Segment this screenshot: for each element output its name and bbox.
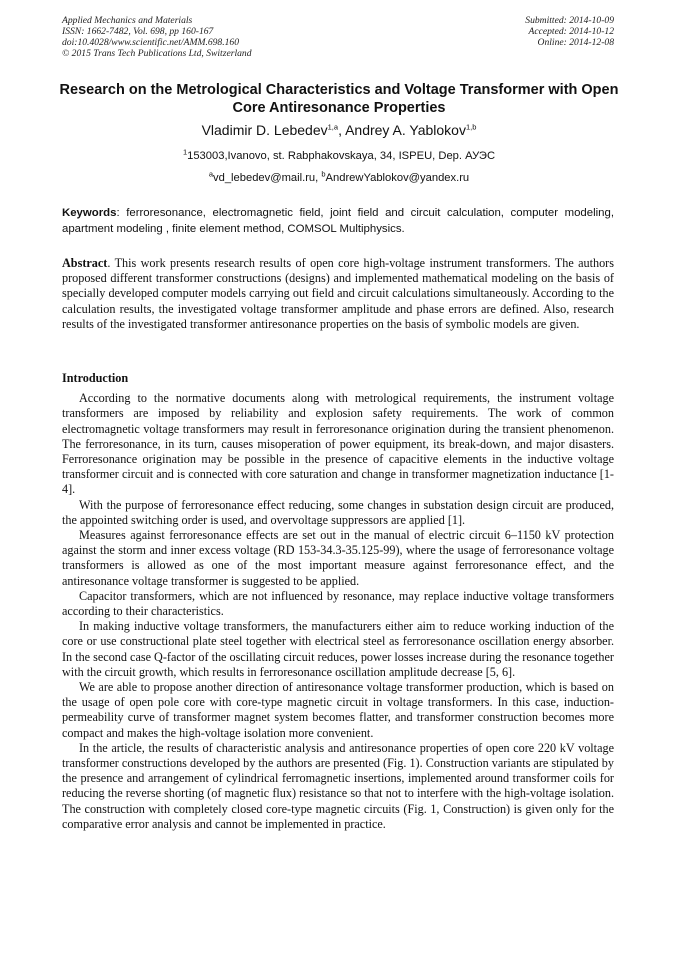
email-separator: ,: [315, 172, 322, 184]
email-superscript: b: [321, 169, 326, 179]
online-date: Online: 2014-12-08: [537, 37, 614, 48]
author-line: [0, 121, 678, 139]
issn-line: ISSN: 1662-7482, Vol. 698, pp 160-167: [62, 26, 214, 37]
abstract-text: . This work presents research results of open core high-voltage instrument transformers. The authors proposed different transformer constructions (designs) and implemented mathematical modeling on the basis of specially developed computer models carrying out field and circuit calculations simultaneously. According to the calculation results, the investigated voltage transformer amplitude and phase errors are defined. Also, research results of the investigated transformer antiresonance properties on the basis of symbolic models are given.: [62, 256, 614, 331]
accepted-date: Accepted: 2014-10-12: [528, 26, 614, 37]
affiliation-text: 153003,Ivanovo, st. Rabphakovskaya, 34, ISPEU, Dep. АУЭС: [187, 150, 496, 162]
author-separator: ,: [338, 122, 346, 138]
publication-dates: [525, 15, 614, 48]
body-paragraph: In the article, the results of characteristic analysis and antiresonance properties of open core 220 kV voltage transformer constructions developed by the authors are presented (Fig. 1). Construction variants are stipulated by the presence and arrangement of cylindrical ferromagnetic insertions, implemented around transformer coils for reducing the reverse shorting (of magnetic flux) resistance so that not to interfere with the high-voltage isolation. The construction with completely closed core-type magnetic circuits (Fig. 1, Construction) is given only for the comparative error analysis and cannot be implemented in practice.: [62, 740, 614, 831]
author-emails: [0, 171, 678, 185]
keywords-block: [62, 205, 614, 237]
email-link[interactable]: AndrewYablokov@yandex.ru: [325, 172, 470, 184]
author-superscript: 1,b: [465, 122, 477, 132]
author-superscript: 1,a: [327, 122, 339, 132]
author-name: Andrey A. Yablokov: [345, 122, 466, 138]
email-link[interactable]: vd_lebedev@mail.ru: [213, 172, 316, 184]
body-paragraph: According to the normative documents along with metrological requirements, the instrument voltage transformers are imposed by reliability and explosion safety requirements. The work of common electromagnetic voltage transformers may result in ferroresonance origination during the transient phenomenon. The ferroresonance, in its turn, causes misoperation of power equipment, its break-down, and major disasters. Ferroresonance origination may be possible in the presence of capacitive elements in the inductive voltage transformer circuit and is connected with core saturation and change in transformer magnetization inductance [1-4].: [62, 391, 614, 497]
author-name: Vladimir D. Lebedev: [201, 122, 328, 138]
body-paragraph: With the purpose of ferroresonance effect reducing, some changes in substation design circuit are produced, the appointed switching order is used, and overvoltage suppressors are applied [1].: [62, 497, 614, 527]
affiliation-superscript: 1: [182, 147, 188, 157]
introduction-section: [62, 371, 614, 832]
journal-name: Applied Mechanics and Materials: [62, 15, 193, 26]
body-paragraph: Measures against ferroresonance effects are set out in the manual of electric circuit 6–1150 kV protection against the storm and inner excess voltage (RD 153-34.3-35.125-99), where the usage of ferroresonance voltage transformers is allowed as one of the most important measure against ferroresonance effect, and the antiresonance voltage transformer is suggested to be applied.: [62, 528, 614, 588]
abstract-label: Abstract: [62, 256, 108, 270]
abstract-block: [62, 256, 614, 332]
section-heading: Introduction: [62, 371, 129, 385]
body-paragraph: We are able to propose another direction of antiresonance voltage transformer production, which is based on the usage of open pole core with core-type magnetic circuit in voltage transformers. In this case, induction-permeability curve of transformer magnet system becomes flatter, and transformer construction becomes more compact and makes the high-voltage isolation more convenient.: [62, 680, 614, 740]
copyright-line: © 2015 Trans Tech Publications Ltd, Switzerland: [62, 48, 252, 59]
keywords-label: Keywords: [62, 207, 117, 219]
doi-line: doi:10.4028/www.scientific.net/AMM.698.160: [62, 37, 240, 48]
body-paragraph: Capacitor transformers, which are not influenced by resonance, may replace inductive voltage transformers according to their characteristics.: [62, 588, 614, 619]
paper-title: Research on the Metrological Characteristics and Voltage Transformer with Open Core Antiresonance Properties: [59, 82, 619, 116]
email-superscript: a: [208, 169, 213, 179]
journal-info: [62, 15, 252, 59]
affiliation: [0, 149, 678, 163]
submitted-date: Submitted: 2014-10-09: [525, 15, 614, 26]
body-paragraph: In making inductive voltage transformers, the manufacturers either aim to reduce working induction of the core or use constructional plate steel together with electrical steel as ferroresonance oscillation energy absorber. In the second case Q-factor of the oscillating circuit reduces, power losses increase during the resonance together with the circuit growth, which results in ferroresonance oscillation amplitude decrease [5, 6].: [62, 619, 614, 679]
keywords-text: : ferroresonance, electromagnetic field, joint field and circuit calculation, computer modeling, apartment modeling , finite element method, COMSOL Multiphysics.: [62, 207, 614, 235]
